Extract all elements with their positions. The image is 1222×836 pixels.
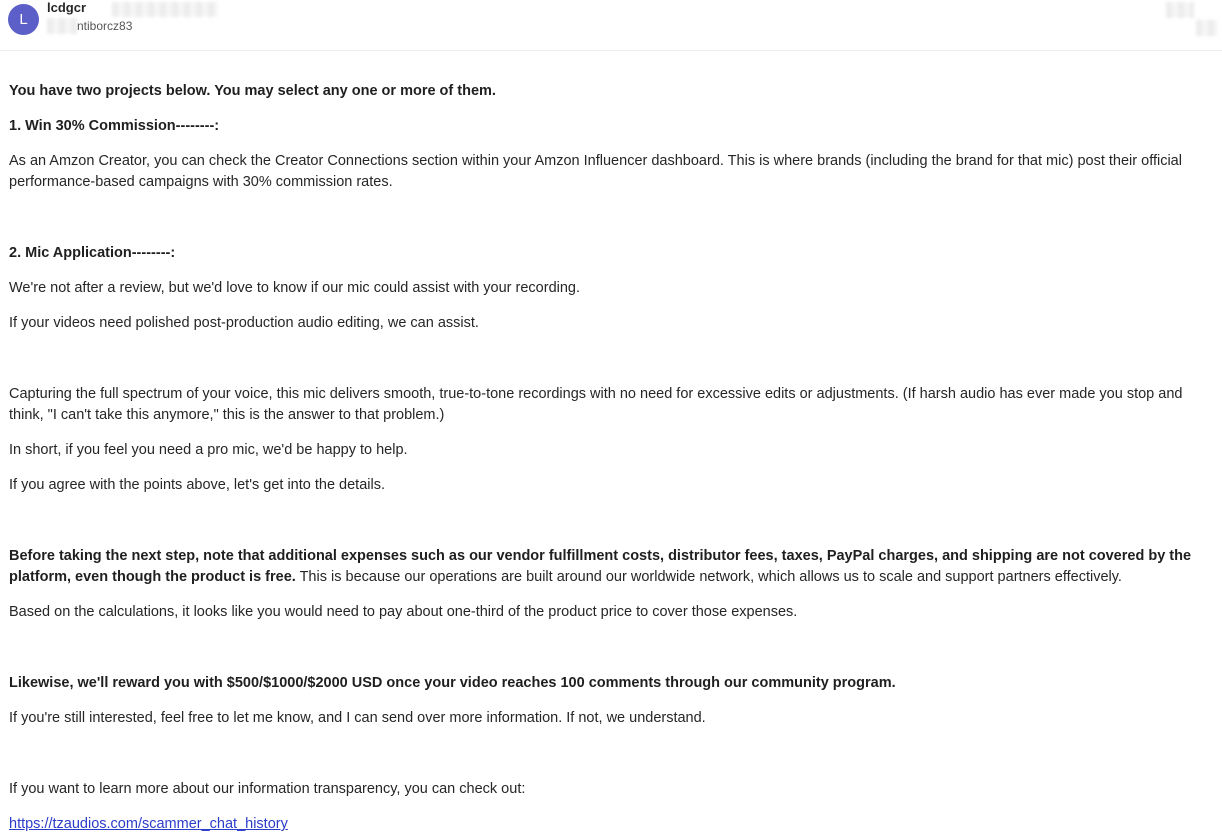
link-paragraph <box>9 814 1221 835</box>
expenses-paragraph <box>9 546 1221 588</box>
project1-heading: 1. Win 30% Commission--------: <box>9 118 220 134</box>
editing-paragraph: If your videos need polished post-production audio editing, we can assist. <box>9 315 479 331</box>
expenses-bold-text: Before taking the next step, note that additional expenses such as our vendor fulfillment costs, distributor fees, taxes, PayPal charges, and shipping are not covered by the platform, even though the product is free. <box>9 548 1192 585</box>
capturing-paragraph: Capturing the full spectrum of your voice, this mic delivers smooth, true-to-tone recordings with no need for excessive edits or adjustments. (If harsh audio has ever made you stop and think, "I can't take this anymore," this is the answer to that problem.) <box>9 386 1183 423</box>
sender-address[interactable]: ntiborcz83 <box>77 19 133 33</box>
project2-heading: 2. Mic Application--------: <box>9 245 176 261</box>
redacted-name-blur <box>112 2 218 17</box>
interested-paragraph: If you're still interested, feel free to let me know, and I can send over more information. If not, we understand. <box>9 710 706 726</box>
agree-paragraph: If you agree with the points above, let's get into the details. <box>9 477 385 493</box>
project1-body: As an Amzon Creator, you can check the Creator Connections section within your Amzon Influencer dashboard. This is where brands (including the brand for that mic) post their official performance-based campaigns with 30% commission rates. <box>9 153 1182 190</box>
review-paragraph: We're not after a review, but we'd love to know if our mic could assist with your recording. <box>9 280 581 296</box>
redacted-info-blur <box>1196 20 1218 36</box>
expenses-rest-text: This is because our operations are built around our worldwide network, which allows us to scale and support partners effectively. <box>295 569 1122 585</box>
calculation-paragraph: Based on the calculations, it looks like you would need to pay about one-third of the product price to cover those expenses. <box>9 604 798 620</box>
sender-name[interactable]: lcdgcr <box>47 0 87 15</box>
intro-paragraph: You have two projects below. You may select any one or more of them. <box>9 83 496 99</box>
redacted-address-blur <box>47 18 77 34</box>
reward-paragraph: Likewise, we'll reward you with $500/$1000/$2000 USD once your video reaches 100 comments through our community program. <box>9 675 896 691</box>
email-header <box>0 0 1222 51</box>
sender-avatar[interactable]: L <box>8 4 39 35</box>
short-paragraph: In short, if you feel you need a pro mic, we'd be happy to help. <box>9 442 408 458</box>
transparency-link[interactable]: https://tzaudios.com/scammer_chat_history <box>9 816 288 832</box>
redacted-info-blur <box>1166 2 1194 18</box>
transparency-paragraph: If you want to learn more about our information transparency, you can check out: <box>9 781 526 797</box>
